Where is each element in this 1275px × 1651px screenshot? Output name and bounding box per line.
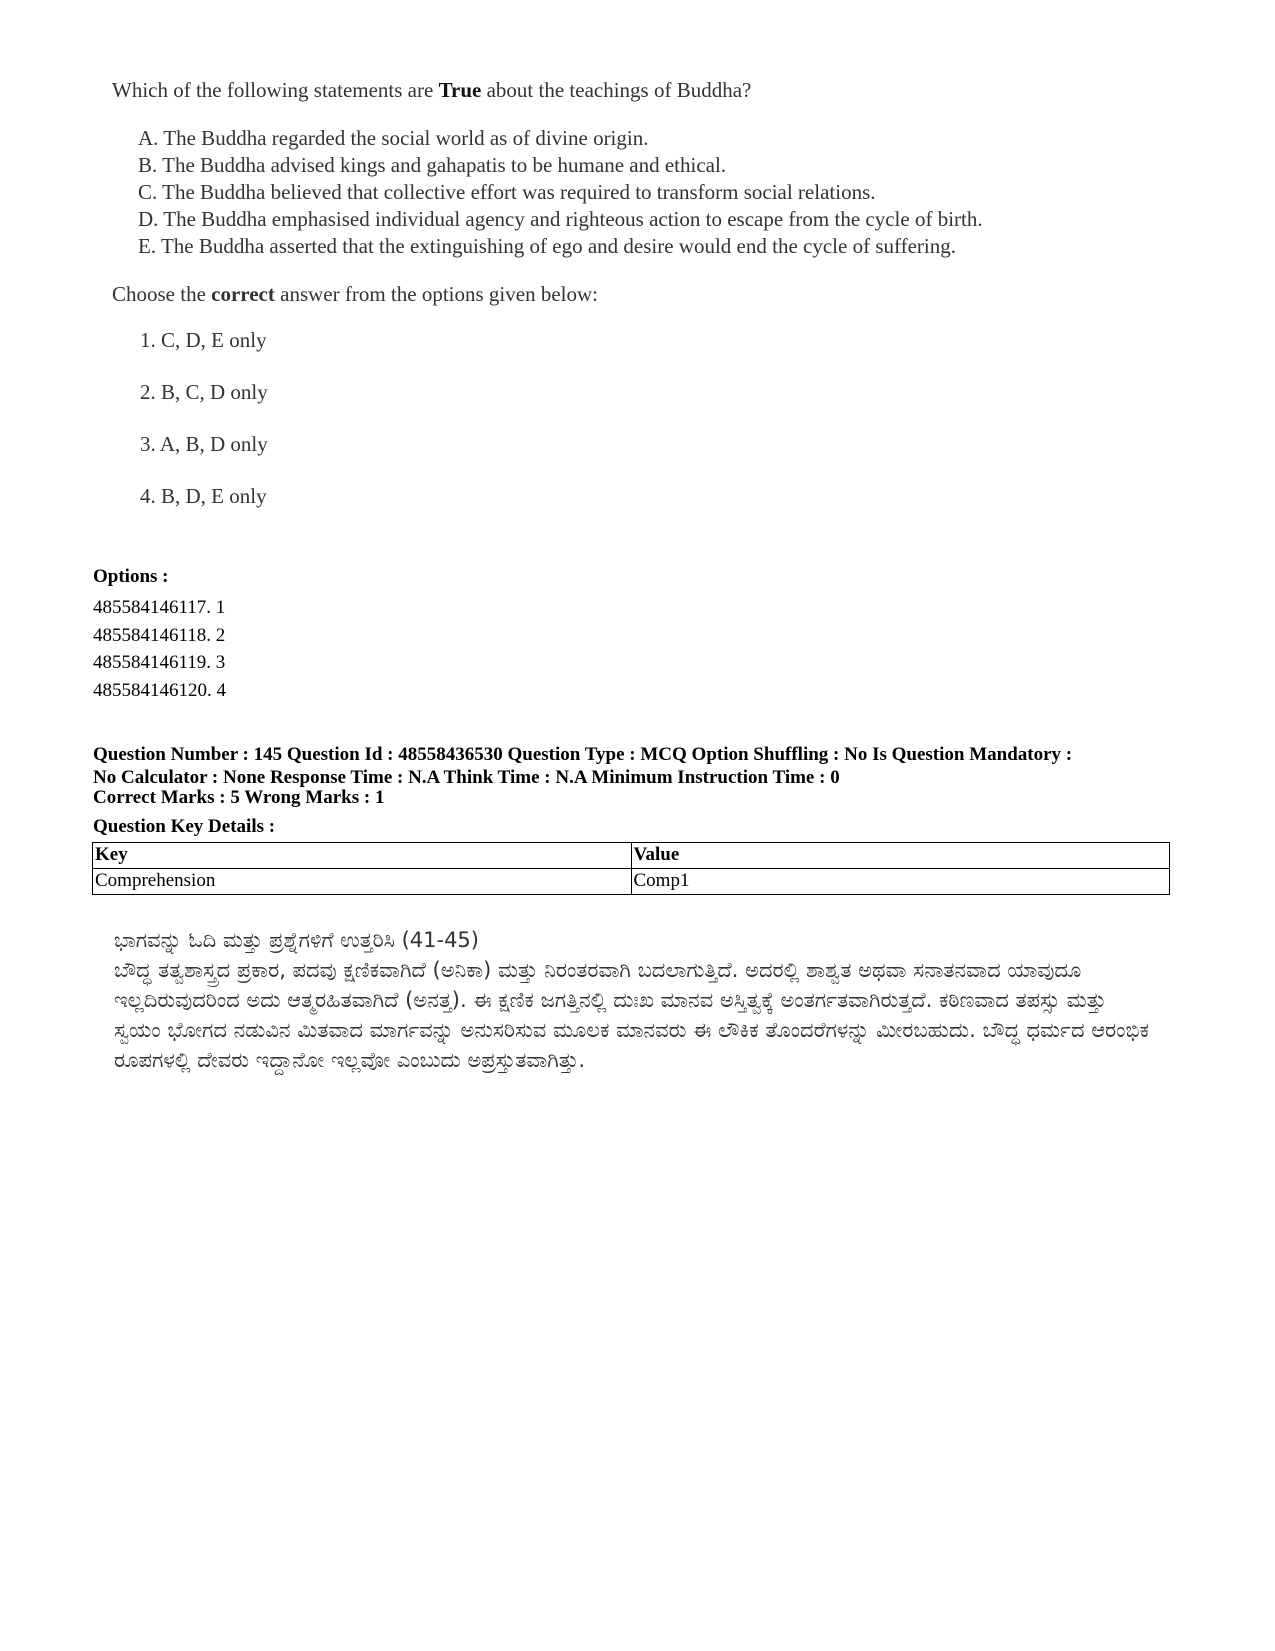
table-cell: Comprehension	[93, 869, 632, 895]
question-meta	[93, 743, 1193, 789]
passage-body: ಬೌದ್ಧ ತತ್ವಶಾಸ್ತ್ರದ ಪ್ರಕಾರ, ಪದವು ಕ್ಷಣಿಕವಾಗಿದೆ (ಅನಿಕಾ) ಮತ್ತು ನಿರಂತರವಾಗಿ ಬದಲಾಗುತ್ತಿದೆ. ಅದರಲ್ಲಿ ಶಾಶ್ವತ ಅಥವಾ ಸನಾತನವಾದ ಯಾವುದೂ ಇಲ್ಲದಿರುವುದರಿಂದ ಅದು ಆತ್ಮರಹಿತವಾಗಿದೆ (ಅನತ್ತ). ಈ ಕ್ಷಣಿಕ ಜಗತ್ತಿನಲ್ಲಿ ದುಃಖ ಮಾನವ ಅಸ್ತಿತ್ವಕ್ಕೆ ಅಂತರ್ಗತವಾಗಿರುತ್ತದೆ. ಕಠಿಣವಾದ ತಪಸ್ಸು ಮತ್ತು ಸ್ವಯಂ ಭೋಗದ ನಡುವಿನ ಮಿತವಾದ ಮಾರ್ಗವನ್ನು ಅನುಸರಿಸುವ ಮೂಲಕ ಮಾನವರು ಈ ಲೌಕಿಕ ತೊಂದರೆಗಳನ್ನು ಮೀರಬಹುದು. ಬೌದ್ಧ ಧರ್ಮದ ಆರಂಭಿಕ ರೂಪಗಳಲ್ಲಿ ದೇವರು ಇದ್ದಾನೋ ಇಲ್ಲವೋ ಎಂಬುದು ಅಪ್ರಸ್ತುತವಾಗಿತ್ತು.	[114, 958, 1150, 1072]
option-item: 485584146119. 3	[93, 652, 226, 673]
option-item: 485584146120. 4	[93, 679, 226, 701]
options-heading: Options :	[93, 566, 169, 587]
answer-choice: 2. B, C, D only	[140, 380, 268, 405]
answer-choice: 3. A, B, D only	[140, 432, 268, 457]
passage-title: ಭಾಗವನ್ನು ಓದಿ ಮತ್ತು ಪ್ರಶ್ನೆಗಳಿಗೆ ಉತ್ತರಿಸಿ (41-45)	[114, 928, 479, 952]
options-list	[93, 594, 1193, 704]
key-details-heading: Question Key Details :	[93, 816, 276, 837]
question-meta-line: No Calculator : None Response Time : N.A Think Time : N.A Minimum Instruction Time : 0	[93, 767, 840, 788]
statement-list	[138, 125, 1112, 260]
answer-choice: 1. C, D, E only	[140, 328, 267, 353]
table-cell: Comp1	[631, 869, 1170, 895]
marks-line: Correct Marks : 5 Wrong Marks : 1	[93, 787, 385, 808]
table-row	[93, 869, 1170, 895]
choose-instruction: Choose the correct answer from the options given below:	[112, 282, 598, 307]
question-stem: Which of the following statements are True about the teachings of Buddha?	[112, 78, 752, 102]
table-header-cell: Value	[631, 843, 1170, 869]
statement-item: B. The Buddha advised kings and gahapatis to be humane and ethical.	[138, 153, 727, 178]
table-header-cell: Key	[93, 843, 632, 869]
key-details-table	[92, 842, 1170, 895]
statement-item: E. The Buddha asserted that the extinguishing of ego and desire would end the cycle of suffering.	[138, 234, 957, 259]
answer-choice: 4. B, D, E only	[140, 484, 267, 509]
table-header-row	[93, 843, 1170, 869]
answer-choice-list	[140, 325, 1112, 533]
option-item: 485584146118. 2	[93, 624, 226, 646]
option-item: 485584146117. 1	[93, 597, 226, 618]
comprehension-passage	[114, 925, 1154, 1075]
statement-item: C. The Buddha believed that collective effort was required to transform social relations.	[138, 180, 876, 205]
question-image	[112, 78, 1112, 533]
statement-item: A. The Buddha regarded the social world as of divine origin.	[138, 126, 649, 151]
question-meta-line: Question Number : 145 Question Id : 48558436530 Question Type : MCQ Option Shuffling : No Is Question Mandatory :	[93, 744, 1073, 765]
statement-item: D. The Buddha emphasised individual agency and righteous action to escape from the cycle of birth.	[138, 207, 983, 232]
